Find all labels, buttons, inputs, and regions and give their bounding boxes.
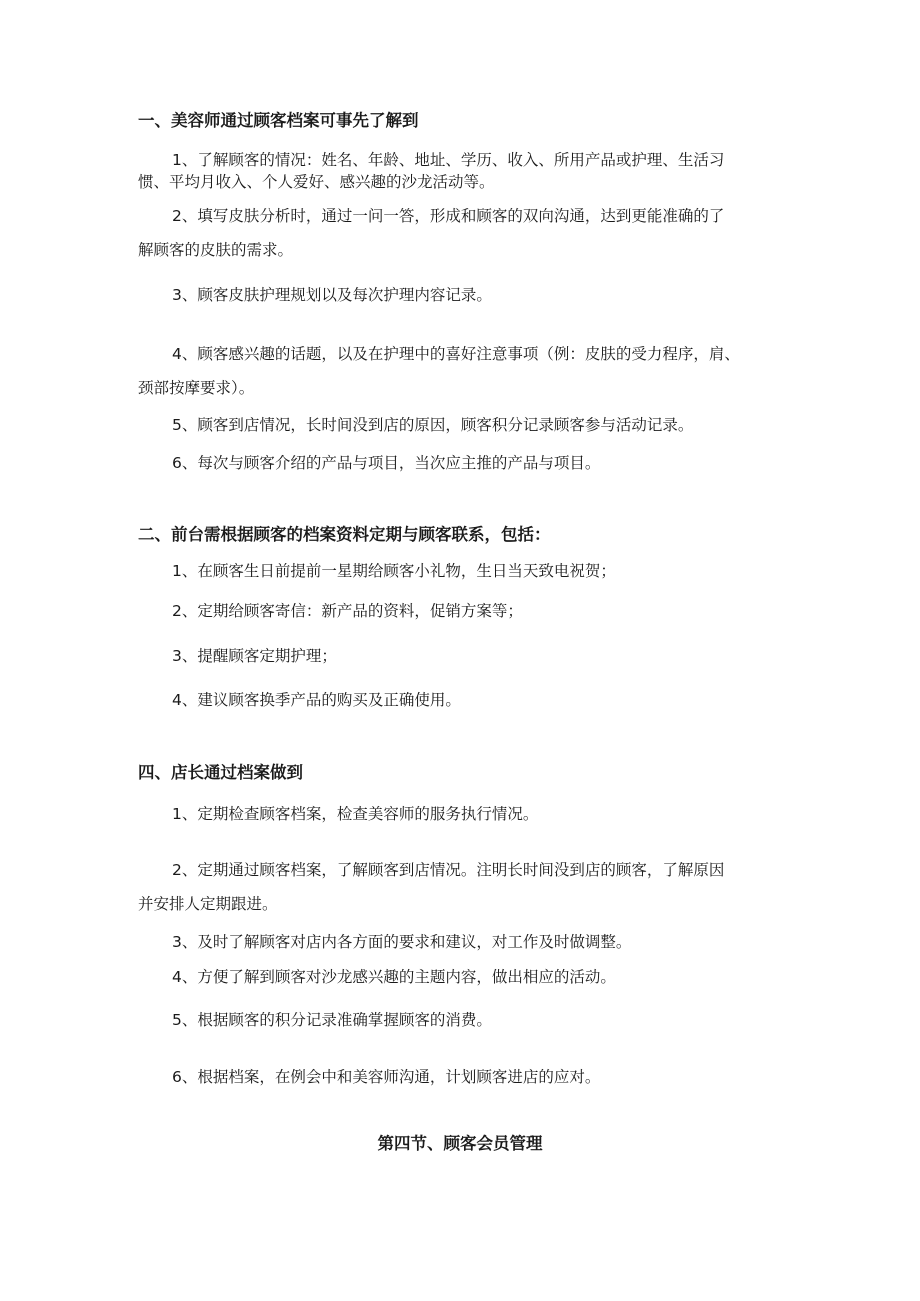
- section4-item2-line2: 并安排人定期跟进。: [138, 895, 278, 913]
- section4-item1: 1、定期检查顾客档案，检查美容师的服务执行情况。: [172, 805, 539, 823]
- section2-item1: 1、在顾客生日前提前一星期给顾客小礼物，生日当天致电祝贺；: [172, 562, 616, 580]
- section-title: 第四节、顾客会员管理: [377, 1134, 543, 1153]
- section4-heading: 四、店长通过档案做到: [138, 763, 303, 782]
- section1-item4-line2: 颈部按摩要求）。: [138, 379, 255, 397]
- section4-item2-line1: 2、定期通过顾客档案，了解顾客到店情况。注明长时间没到店的顾客，了解原因: [172, 861, 725, 879]
- section4-item3: 3、及时了解顾客对店内各方面的要求和建议，对工作及时做调整。: [172, 933, 632, 951]
- section4-item4: 4、方便了解到顾客对沙龙感兴趣的主题内容，做出相应的活动。: [172, 968, 616, 986]
- section1-item4-line1: 4、顾客感兴趣的话题，以及在护理中的喜好注意事项（例：皮肤的受力程序，肩、: [172, 345, 740, 363]
- section1-heading: 一、美容师通过顾客档案可事先了解到: [138, 111, 419, 130]
- section4-item5: 5、根据顾客的积分记录准确掌握顾客的消费。: [172, 1011, 492, 1029]
- section4-item6: 6、根据档案，在例会中和美容师沟通，计划顾客进店的应对。: [172, 1068, 601, 1086]
- section2-item2: 2、定期给顾客寄信：新产品的资料，促销方案等；: [172, 602, 523, 620]
- section1-item2-line1: 2、填写皮肤分析时，通过一问一答，形成和顾客的双向沟通，达到更能准确的了: [172, 207, 725, 225]
- section1-item3: 3、顾客皮肤护理规划以及每次护理内容记录。: [172, 286, 492, 304]
- section1-item5: 5、顾客到店情况，长时间没到店的原因，顾客积分记录顾客参与活动记录。: [172, 416, 694, 434]
- section1-item2-line2: 解顾客的皮肤的需求。: [138, 241, 294, 259]
- section1-item1-line2: 惯、平均月收入、个人爱好、感兴趣的沙龙活动等。: [138, 173, 495, 191]
- section1-item1-line1: 1、了解顾客的情况：姓名、年龄、地址、学历、收入、所用产品或护理、生活习: [172, 151, 725, 169]
- section2-item4: 4、建议顾客换季产品的购买及正确使用。: [172, 691, 461, 709]
- section1-item6: 6、每次与顾客介绍的产品与项目，当次应主推的产品与项目。: [172, 454, 601, 472]
- section2-item3: 3、提醒顾客定期护理；: [172, 647, 337, 665]
- section2-heading: 二、前台需根据顾客的档案资料定期与顾客联系，包括：: [138, 525, 551, 544]
